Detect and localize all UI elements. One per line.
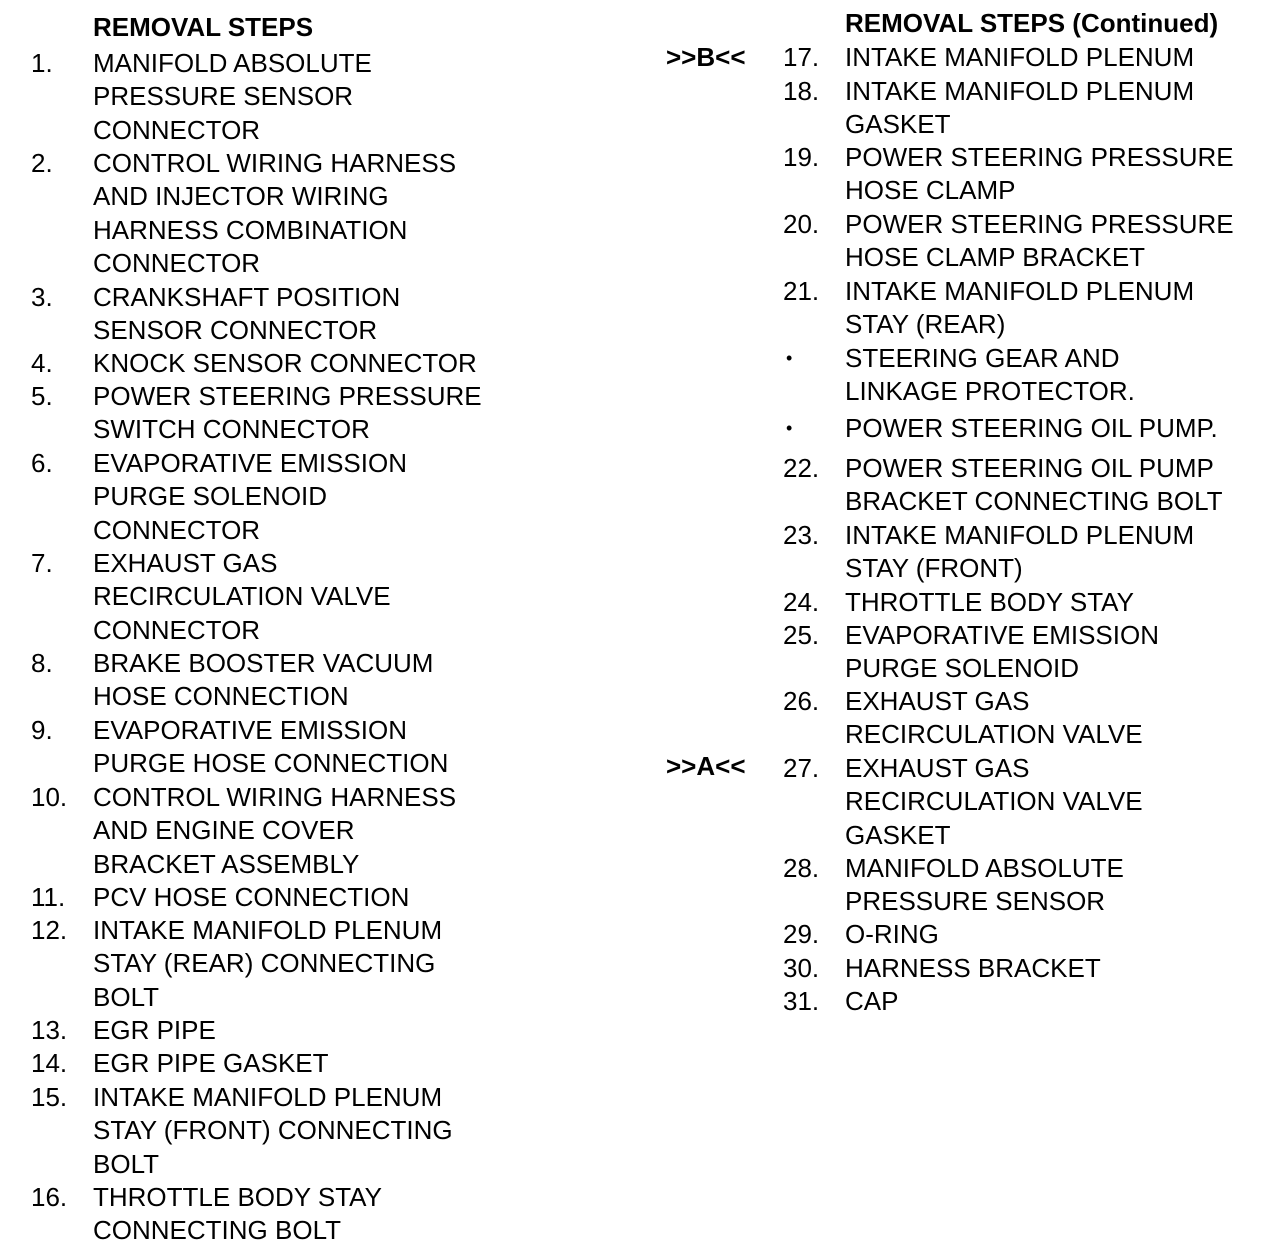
step-text: BRAKE BOOSTER VACUUM HOSE CONNECTION — [93, 648, 434, 712]
step-text: POWER STEERING PRESSURE HOSE CLAMP — [845, 142, 1234, 206]
step-text: HARNESS BRACKET — [845, 953, 1101, 983]
step-text: POWER STEERING OIL PUMP. — [845, 413, 1218, 443]
step-text: INTAKE MANIFOLD PLENUM GASKET — [845, 76, 1195, 140]
step-text: EXHAUST GAS RECIRCULATION VALVE CONNECTOR — [93, 548, 391, 645]
step-number: 19. — [783, 142, 820, 172]
step-text: PCV HOSE CONNECTION — [93, 882, 410, 912]
step-text: EVAPORATIVE EMISSION PURGE HOSE CONNECTION — [93, 715, 449, 779]
step-number: 18. — [783, 76, 820, 106]
step-number: 3. — [31, 282, 53, 312]
marker-a: >>A<< — [666, 751, 746, 781]
step-text: THROTTLE BODY STAY — [845, 587, 1134, 617]
step-text: EGR PIPE GASKET — [93, 1048, 329, 1078]
step-number: 24. — [783, 587, 820, 617]
step-number: 6. — [31, 448, 53, 478]
step-text: INTAKE MANIFOLD PLENUM STAY (REAR) — [845, 276, 1195, 340]
step-number: 16. — [31, 1182, 68, 1212]
step-number: 21. — [783, 276, 820, 306]
step-number: 7. — [31, 548, 53, 578]
step-text: CRANKSHAFT POSITION SENSOR CONNECTOR — [93, 282, 401, 346]
right-heading: REMOVAL STEPS (Continued) — [845, 8, 1219, 38]
marker-b: >>B<< — [666, 42, 746, 72]
step-text: EGR PIPE — [93, 1015, 216, 1045]
step-number: 15. — [31, 1082, 68, 1112]
step-number: 1. — [31, 48, 53, 78]
step-number: 13. — [31, 1015, 68, 1045]
step-number: 11. — [31, 882, 66, 912]
step-number: 22. — [783, 453, 820, 483]
step-number: 20. — [783, 209, 820, 239]
step-text: CAP — [845, 986, 899, 1016]
step-number: 5. — [31, 381, 53, 411]
step-number: 25. — [783, 620, 820, 650]
step-text: INTAKE MANIFOLD PLENUM STAY (REAR) CONNECTING BOLT — [93, 915, 443, 1012]
step-number: 12. — [31, 915, 68, 945]
step-text: CONTROL WIRING HARNESS AND ENGINE COVER BRACKET ASSEMBLY — [93, 782, 457, 879]
step-text: KNOCK SENSOR CONNECTOR — [93, 348, 477, 378]
step-text: O-RING — [845, 919, 939, 949]
step-text: INTAKE MANIFOLD PLENUM STAY (FRONT) CONNECTING BOLT — [93, 1082, 453, 1179]
step-number: 8. — [31, 648, 53, 678]
bullet-dot-icon: • — [786, 348, 793, 368]
step-text: POWER STEERING OIL PUMP BRACKET CONNECTING BOLT — [845, 453, 1223, 517]
left-heading: REMOVAL STEPS — [93, 12, 314, 42]
step-text: POWER STEERING PRESSURE HOSE CLAMP BRACKET — [845, 209, 1234, 273]
step-text: THROTTLE BODY STAY CONNECTING BOLT — [93, 1182, 382, 1246]
step-number: 30. — [783, 953, 820, 983]
step-number: 9. — [31, 715, 53, 745]
bullet-dot-icon: • — [786, 418, 793, 438]
step-number: 14. — [31, 1048, 68, 1078]
step-text: CONTROL WIRING HARNESS AND INJECTOR WIRING HARNESS COMBINATION CONNECTOR — [93, 148, 457, 279]
step-number: 10. — [31, 782, 68, 812]
step-number: 29. — [783, 919, 820, 949]
step-number: 4. — [31, 348, 53, 378]
step-number: 2. — [31, 148, 53, 178]
step-number: 28. — [783, 853, 820, 883]
step-number: 27. — [783, 753, 820, 783]
step-text: EXHAUST GAS RECIRCULATION VALVE GASKET — [845, 753, 1143, 850]
step-number: 31. — [783, 986, 820, 1016]
step-text: EVAPORATIVE EMISSION PURGE SOLENOID CONNECTOR — [93, 448, 407, 545]
step-text: EXHAUST GAS RECIRCULATION VALVE — [845, 686, 1143, 750]
step-text: POWER STEERING PRESSURE SWITCH CONNECTOR — [93, 381, 482, 445]
step-text: STEERING GEAR AND LINKAGE PROTECTOR. — [845, 343, 1135, 407]
step-text: EVAPORATIVE EMISSION PURGE SOLENOID — [845, 620, 1159, 684]
step-number: 26. — [783, 686, 820, 716]
step-text: INTAKE MANIFOLD PLENUM STAY (FRONT) — [845, 520, 1195, 584]
step-text: MANIFOLD ABSOLUTE PRESSURE SENSOR — [845, 853, 1124, 917]
step-number: 17. — [783, 42, 820, 72]
step-text: MANIFOLD ABSOLUTE PRESSURE SENSOR CONNECTOR — [93, 48, 372, 145]
step-number: 23. — [783, 520, 820, 550]
step-text: INTAKE MANIFOLD PLENUM — [845, 42, 1195, 72]
